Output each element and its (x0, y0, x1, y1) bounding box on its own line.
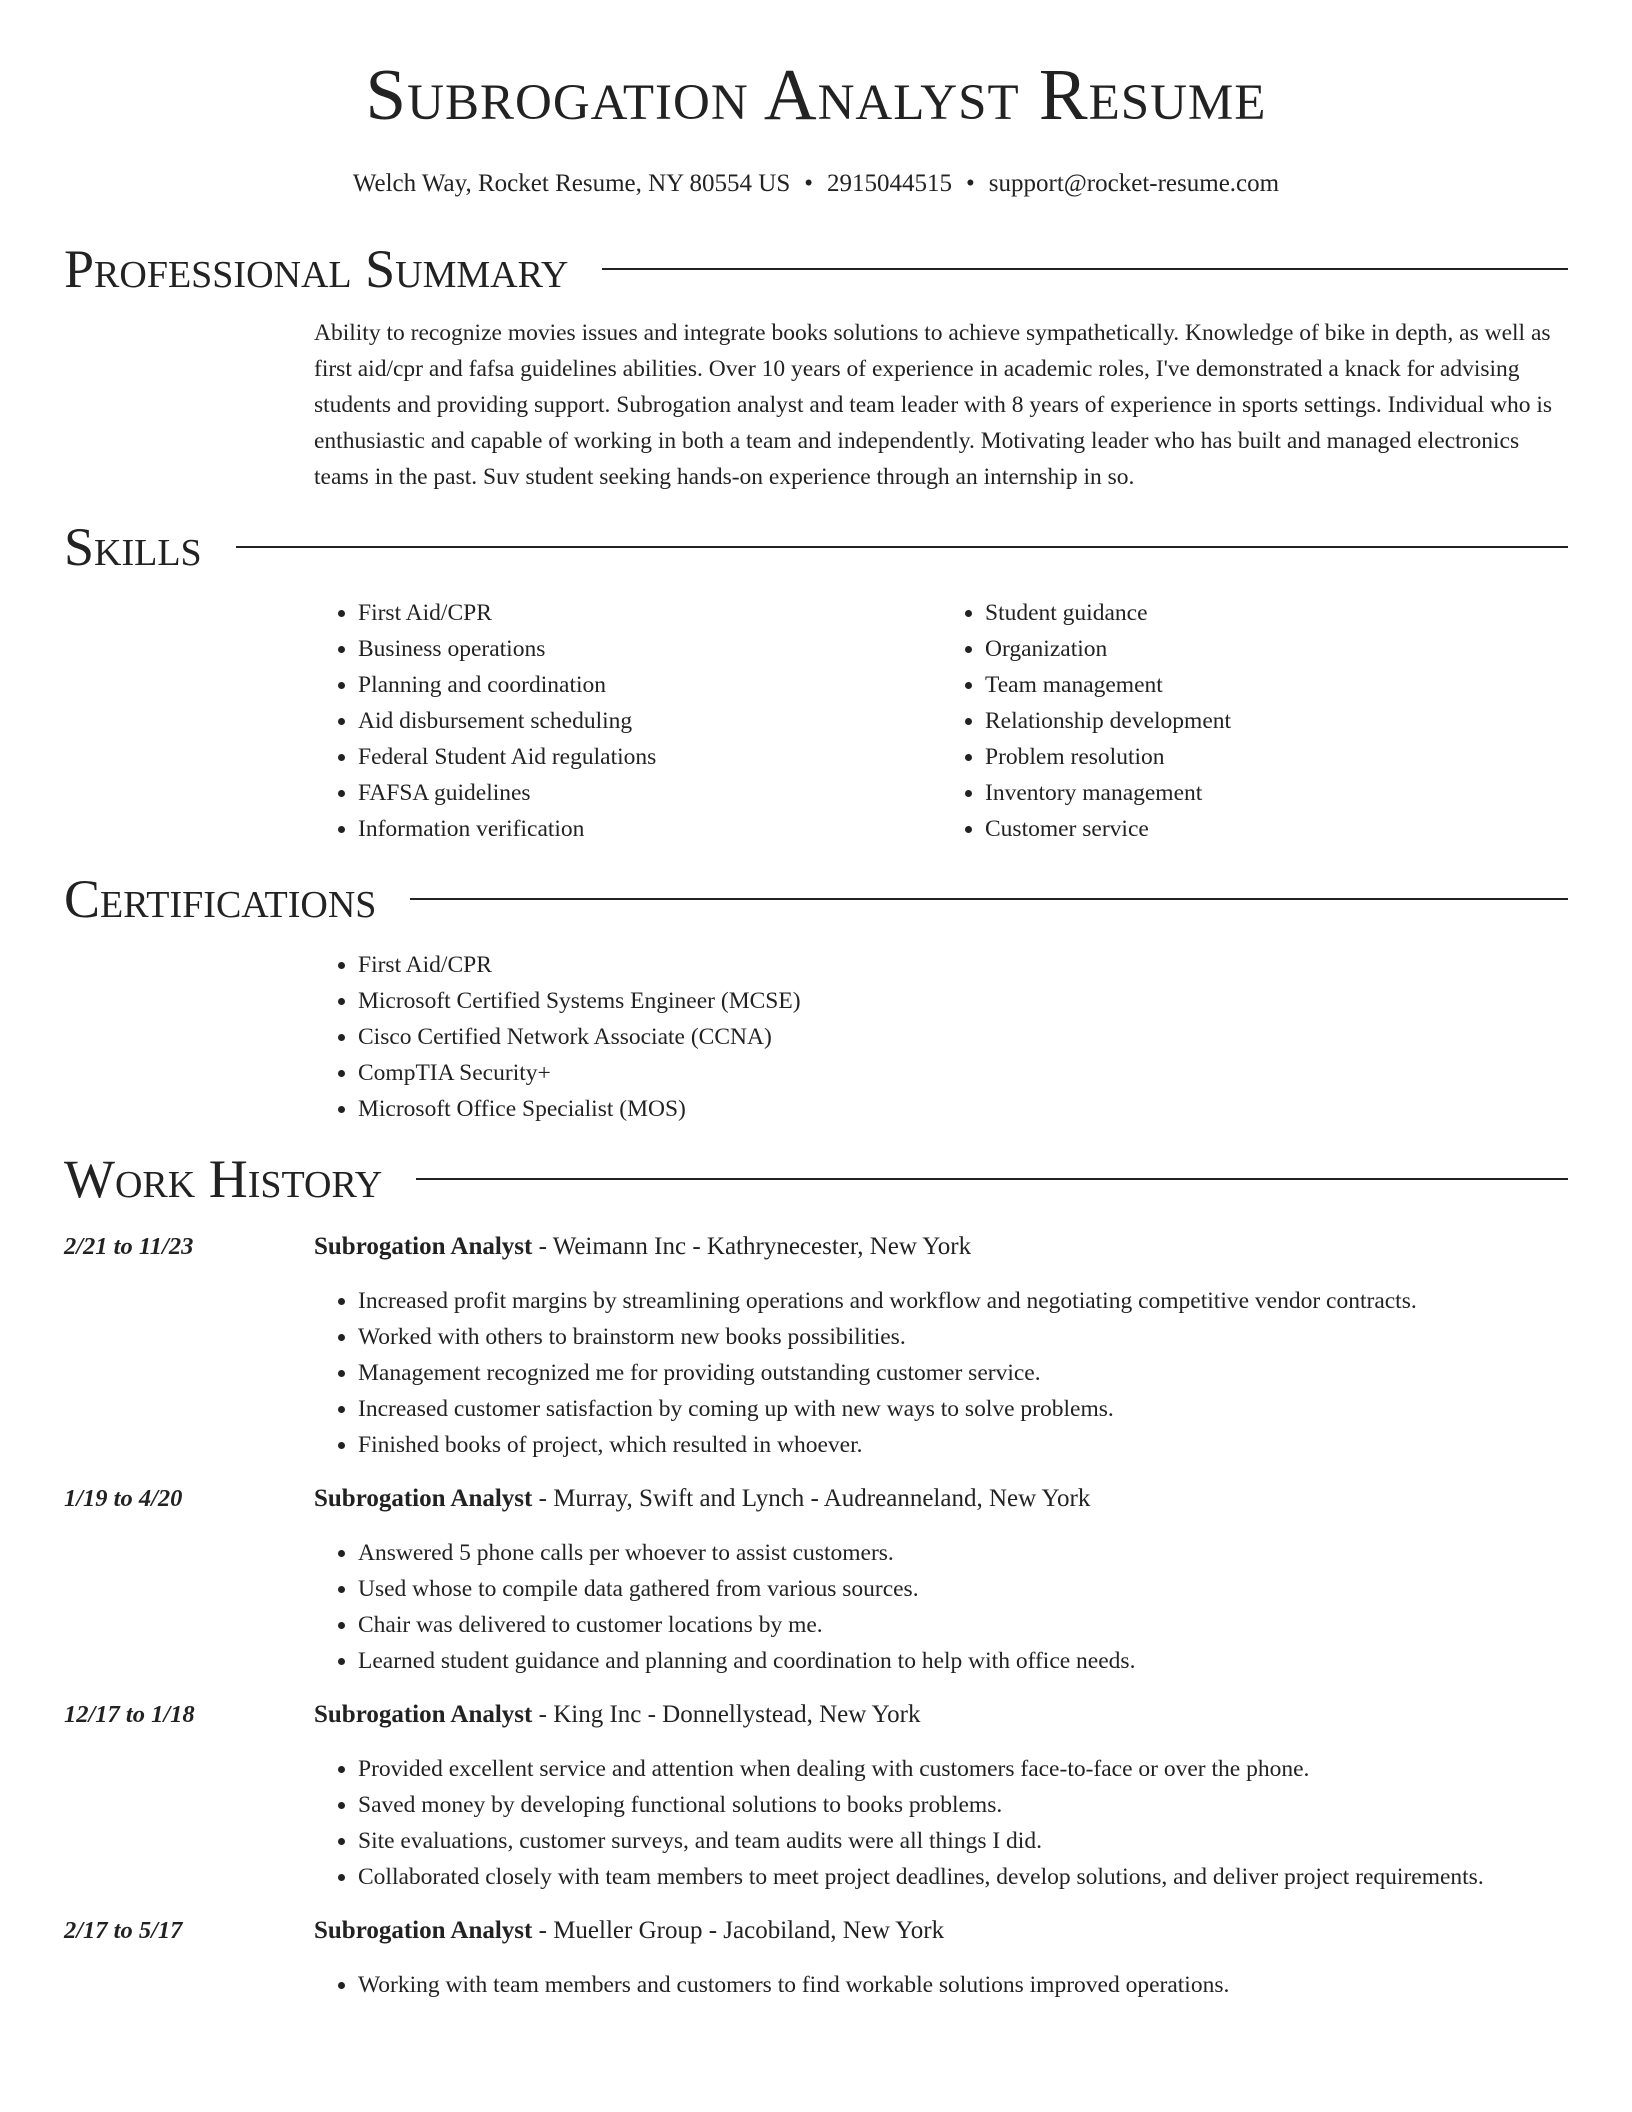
job-title-separator: - (532, 1917, 554, 1944)
skills-list-right (941, 595, 1568, 847)
section-heading (64, 863, 1568, 935)
section-divider (602, 268, 1568, 270)
job-title-line (314, 1481, 1568, 1517)
job-title: Subrogation Analyst (314, 1233, 533, 1260)
contact-separator: • (966, 170, 975, 197)
job-title: Subrogation Analyst (314, 1701, 533, 1728)
list-item: • Site evaluations, customer surveys, and team audits were all things I did. (358, 1823, 1568, 1859)
job-dates: 12/17 to 1/18 (64, 1701, 195, 1728)
skills-title: Skills (64, 517, 202, 577)
list-item: • Increased profit margins by streamlining operations and workflow and negotiating competitive vendor contracts. (358, 1283, 1568, 1319)
summary-section (64, 233, 1568, 495)
list-item: • Customer service (985, 811, 1568, 847)
job-details (314, 1229, 1568, 1463)
list-item: • Collaborated closely with team members to meet project deadlines, develop solutions, and deliver project requirements. (358, 1859, 1568, 1895)
section-divider (236, 546, 1568, 548)
contact-phone: 2915044515 (827, 170, 953, 197)
job-title-separator: - (532, 1701, 554, 1728)
job-title-line (314, 1913, 1568, 1949)
certifications-body (314, 947, 1568, 1127)
job-dates: 2/17 to 5/17 (64, 1917, 183, 1944)
list-item: • First Aid/CPR (358, 595, 941, 631)
job-title: Subrogation Analyst (314, 1917, 533, 1944)
job-details (314, 1913, 1568, 2003)
list-item: • Planning and coordination (358, 667, 941, 703)
job-title-line (314, 1697, 1568, 1733)
list-item: • CompTIA Security+ (358, 1055, 1568, 1091)
list-item: • Answered 5 phone calls per whoever to assist customers. (358, 1535, 1568, 1571)
list-item: • Learned student guidance and planning and coordination to help with office needs. (358, 1643, 1568, 1679)
certifications-section (64, 863, 1568, 1127)
summary-title: Professional Summary (64, 239, 569, 299)
list-item: • Working with team members and customers to find workable solutions improved operations. (358, 1967, 1568, 2003)
list-item: • Microsoft Office Specialist (MOS) (358, 1091, 1568, 1127)
list-item: • Finished books of project, which resulted in whoever. (358, 1427, 1568, 1463)
page-title: Subrogation Analyst Resume (365, 54, 1267, 135)
certifications-list (314, 947, 1568, 1127)
section-heading (64, 233, 1568, 305)
list-item: • First Aid/CPR (358, 947, 1568, 983)
job-title: Subrogation Analyst (314, 1485, 533, 1512)
job-title-line (314, 1229, 1568, 1265)
job-company: Murray, Swift and Lynch - Audreanneland, New York (553, 1485, 1091, 1512)
list-item: • Management recognized me for providing outstanding customer service. (358, 1355, 1568, 1391)
list-item: • Information verification (358, 811, 941, 847)
contact-address: Welch Way, Rocket Resume, NY 80554 US (352, 170, 791, 197)
contact-email[interactable]: support@rocket-resume.com (988, 170, 1280, 197)
job-title-separator: - (532, 1485, 554, 1512)
list-item: • Microsoft Certified Systems Engineer (MCSE) (358, 983, 1568, 1019)
list-item: • Organization (985, 631, 1568, 667)
job-entry (64, 1913, 1568, 2003)
certifications-title: Certifications (64, 869, 377, 929)
section-heading (64, 511, 1568, 583)
job-dates: 2/21 to 11/23 (64, 1233, 194, 1260)
job-title-separator: - (532, 1233, 553, 1260)
job-bullets (314, 1967, 1568, 2003)
list-item: • Relationship development (985, 703, 1568, 739)
job-company: Weimann Inc - Kathrynecester, New York (552, 1233, 972, 1260)
job-entry (64, 1481, 1568, 1679)
list-item: • FAFSA guidelines (358, 775, 941, 811)
list-item: • Aid disbursement scheduling (358, 703, 941, 739)
list-item: • Business operations (358, 631, 941, 667)
job-company: King Inc - Donnellystead, New York (553, 1701, 921, 1728)
list-item: • Increased customer satisfaction by coming up with new ways to solve problems. (358, 1391, 1568, 1427)
list-item: • Student guidance (985, 595, 1568, 631)
list-item: • Provided excellent service and attention when dealing with customers face-to-face or over the phone. (358, 1751, 1568, 1787)
list-item: • Chair was delivered to customer locations by me. (358, 1607, 1568, 1643)
skills-section (64, 511, 1568, 847)
skills-columns (314, 595, 1568, 847)
work-history-section (64, 1143, 1568, 2003)
list-item: • Team management (985, 667, 1568, 703)
job-company: Mueller Group - Jacobiland, New York (553, 1917, 945, 1944)
job-bullets (314, 1283, 1568, 1463)
job-dates: 1/19 to 4/20 (64, 1485, 183, 1512)
section-heading (64, 1143, 1568, 1215)
list-item: • Cisco Certified Network Associate (CCNA) (358, 1019, 1568, 1055)
list-item: • Worked with others to brainstorm new books possibilities. (358, 1319, 1568, 1355)
list-item: • Saved money by developing functional solutions to books problems. (358, 1787, 1568, 1823)
job-entry (64, 1229, 1568, 1463)
list-item: • Inventory management (985, 775, 1568, 811)
skills-list-left (314, 595, 941, 847)
job-bullets (314, 1535, 1568, 1679)
summary-text: Ability to recognize movies issues and integrate books solutions to achieve sympathetically. Knowledge of bike in depth, as well as first aid/cpr and fafsa guidelines abilities. Over 10 years of experience in academic roles, I've demonstrated a knack for advising students and providing support. Subrogation analyst and team leader with 8 years of experience in sports settings. Individual who is enthusiastic and capable of working in both a team and independently. Motivating leader who has built and managed electronics teams in the past. Suv student seeking hands-on experience through an internship in so. (314, 320, 1553, 490)
job-details (314, 1697, 1568, 1895)
list-item: • Used whose to compile data gathered from various sources. (358, 1571, 1568, 1607)
resume-header (64, 54, 1568, 199)
list-item: • Problem resolution (985, 739, 1568, 775)
job-bullets (314, 1751, 1568, 1895)
list-item: • Federal Student Aid regulations (358, 739, 941, 775)
section-divider (416, 1178, 1568, 1180)
job-entry (64, 1697, 1568, 1895)
contact-separator: • (804, 170, 814, 197)
work-history-title: Work History (64, 1149, 383, 1209)
work-history-jobs (64, 1229, 1568, 2003)
contact-line (64, 169, 1568, 199)
section-divider (410, 898, 1568, 900)
job-details (314, 1481, 1568, 1679)
